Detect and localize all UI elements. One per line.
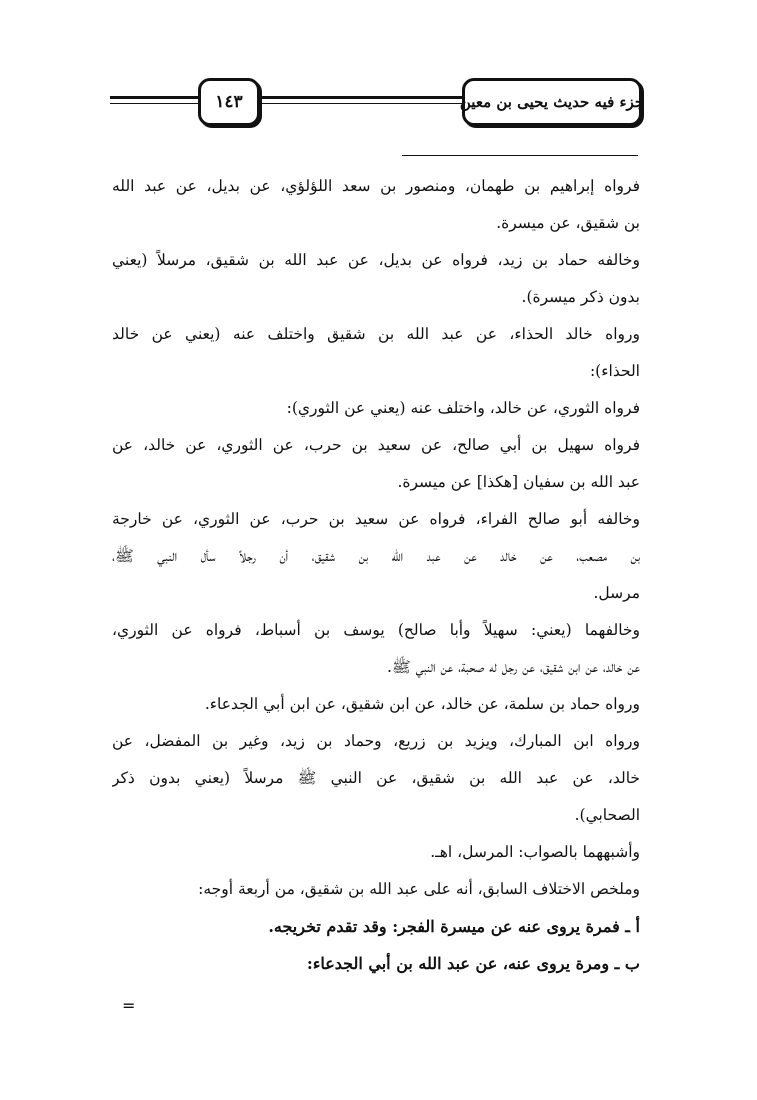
text-line: بدون ذكر ميسرة). (521, 288, 640, 306)
text-line: بن مصعب، عن خالد عن عبد الله بن شقيق، أن رجلاً سأل النبي ﷺ، (112, 547, 640, 565)
page-body (112, 168, 640, 982)
text-line: وملخص الاختلاف السابق، أنه على عبد الله بن شقيق، من أربعة أوجه: (198, 880, 640, 898)
text-line: فرواه إبراهيم بن طهمان، ومنصور بن سعد اللؤلؤي، عن بديل، عن عبد الله (112, 177, 640, 195)
page-number: ١٤٣ (215, 92, 243, 112)
heading-line: أ ـ فمرة يروى عنه عن ميسرة الفجر: وقد تقدم تخريجه. (268, 917, 640, 936)
text-line: وخالفه حماد بن زيد، فرواه عن بديل، عن عبد الله بن شقيق، مرسلاً (يعني (112, 251, 640, 269)
page-number-box (198, 78, 260, 126)
continuation-mark: = (122, 996, 136, 1015)
text-line: الحذاء): (589, 362, 640, 380)
text-line: مرسل. (593, 584, 640, 602)
text-line: عبد الله بن سفيان [هكذا] عن ميسرة. (397, 473, 640, 491)
heading-line: ب ـ ومرة يروى عنه، عن عبد الله بن أبي الجدعاء: (306, 954, 640, 973)
text-line: خالد، عن عبد الله بن شقيق، عن النبي ﷺ مرسلاً (يعني بدون ذكر (112, 769, 640, 787)
text-line: فرواه سهيل بن أبي صالح، عن سعيد بن حرب، عن الثوري، عن خالد، عن (112, 436, 640, 454)
text-line: وأشبههما بالصواب: المرسل، اهـ. (430, 843, 640, 861)
footnote-separator-rule (402, 155, 638, 156)
text-line: وخالفه أبو صالح الفراء، فرواه عن سعيد بن حرب، عن الثوري، عن خارجة (112, 510, 640, 528)
text-line: وخالفهما (يعني: سهيلاً وأبا صالح) يوسف بن أسباط، فرواه عن الثوري، (112, 621, 640, 639)
text-line: ورواه ابن المبارك، ويزيد بن زريع، وحماد بن زيد، وغير بن المفضل، عن (112, 732, 640, 750)
text-line: ورواه خالد الحذاء، عن عبد الله بن شقيق واختلف عنه (يعني عن خالد (112, 325, 640, 343)
text-line: بن شقيق، عن ميسرة. (496, 214, 640, 232)
text-line: عن خالد، عن ابن شقيق، عن رجل له صحبة، عن النبي ﷺ. (387, 658, 640, 676)
book-title: جزء فيه حديث يحيى بن معين (459, 93, 645, 111)
page-header (110, 78, 645, 128)
text-line: فرواه الثوري، عن خالد، واختلف عنه (يعني عن الثوري): (286, 399, 640, 417)
book-title-box (459, 78, 645, 126)
text-line: ورواه حماد بن سلمة، عن خالد، عن ابن شقيق، عن ابن أبي الجدعاء. (204, 695, 640, 713)
text-line: الصحابي). (574, 806, 640, 824)
